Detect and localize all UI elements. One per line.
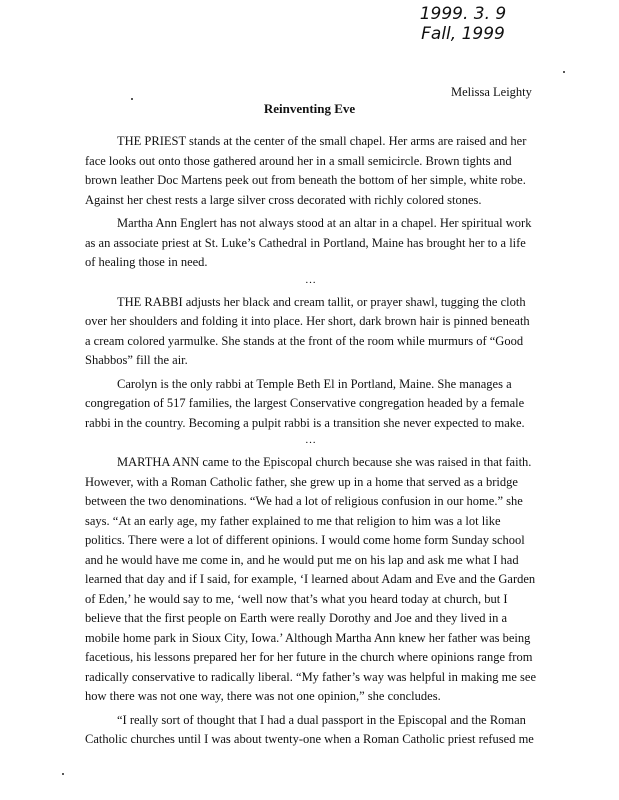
handwritten-date: 1999. 3. 9 bbox=[419, 4, 507, 24]
document-body bbox=[85, 132, 537, 750]
handwritten-annotation bbox=[408, 4, 518, 44]
scan-speck bbox=[62, 773, 64, 775]
paragraph-dual-passport: “I really sort of thought that I had a dual passport in the Episcopal and the Roman Catholic churches until I was about twenty-one when a Roman Catholic priest refused me bbox=[85, 712, 534, 746]
document-title: Reinventing Eve bbox=[263, 101, 356, 116]
paragraph-martha-ann-background: MARTHA ANN came to the Episcopal church because she was raised in that faith. However, with a Roman Catholic father, she grew up in a home that served as a bridge between the two denominations. “We had a lot of religious confusion in our home.” she says. “At an early age, my father explained to me that religion to him was a lot like politics. There were a lot of different opinions. I would come home form Sunday school and he would have me come in, and he would put me on his lap and ask me what I had learned that day and if I said, for example, ‘I learned about Adam and Eve and the Garden of Eden,’ he would say to me, ‘well now that’s what you heard today at church, but I believe that the first people on Earth were really Dorothy and Joe and they lived in a mobile home park in Sioux City, Iowa.’ Although Martha Ann knew her father was being facetious, his lessons prepared her for her future in the church where opinions range from radically conservative to radically liberal. “My father’s way was helpful in making me see how there was not one way, there was not one opinion,” she concludes. bbox=[85, 455, 536, 703]
scan-speck bbox=[563, 71, 565, 73]
paragraph-rabbi-intro: THE RABBI adjusts her black and cream tallit, or prayer shawl, tugging the cloth over her shoulders and folding it into place. Her short, dark brown hair is pinned beneath a cream colored yarmulke. She stands at the front of the room while murmurs of “Good Shabbos” fill the air. bbox=[85, 294, 530, 367]
paragraph-priest-intro: THE PRIEST stands at the center of the small chapel. Her arms are raised and her face looks out onto those gathered around her in a small semicircle. Brown tights and brown leather Doc Martens peek out from beneath the bottom of her simple, white robe. Against her chest rests a large silver cross decorated with richly colored stones. bbox=[85, 134, 527, 207]
section-separator: … bbox=[305, 434, 317, 446]
paragraph-carolyn: Carolyn is the only rabbi at Temple Beth El in Portland, Maine. She manages a congregation of 517 families, the largest Conservative congregation headed by a female rabbi in the country. Becoming a pulpit rabbi is a transition she never expected to make. bbox=[85, 376, 525, 430]
section-separator: … bbox=[305, 273, 317, 286]
scan-speck bbox=[131, 98, 133, 100]
handwritten-term: Fall, 1999 bbox=[421, 24, 505, 44]
author-name: Melissa Leighty bbox=[451, 85, 532, 99]
paragraph-martha-ann: Martha Ann Englert has not always stood at an altar in a chapel. Her spiritual work as an associate priest at St. Luke’s Cathedral in Portland, Maine has brought her to a life of healing those in need. bbox=[85, 216, 532, 269]
